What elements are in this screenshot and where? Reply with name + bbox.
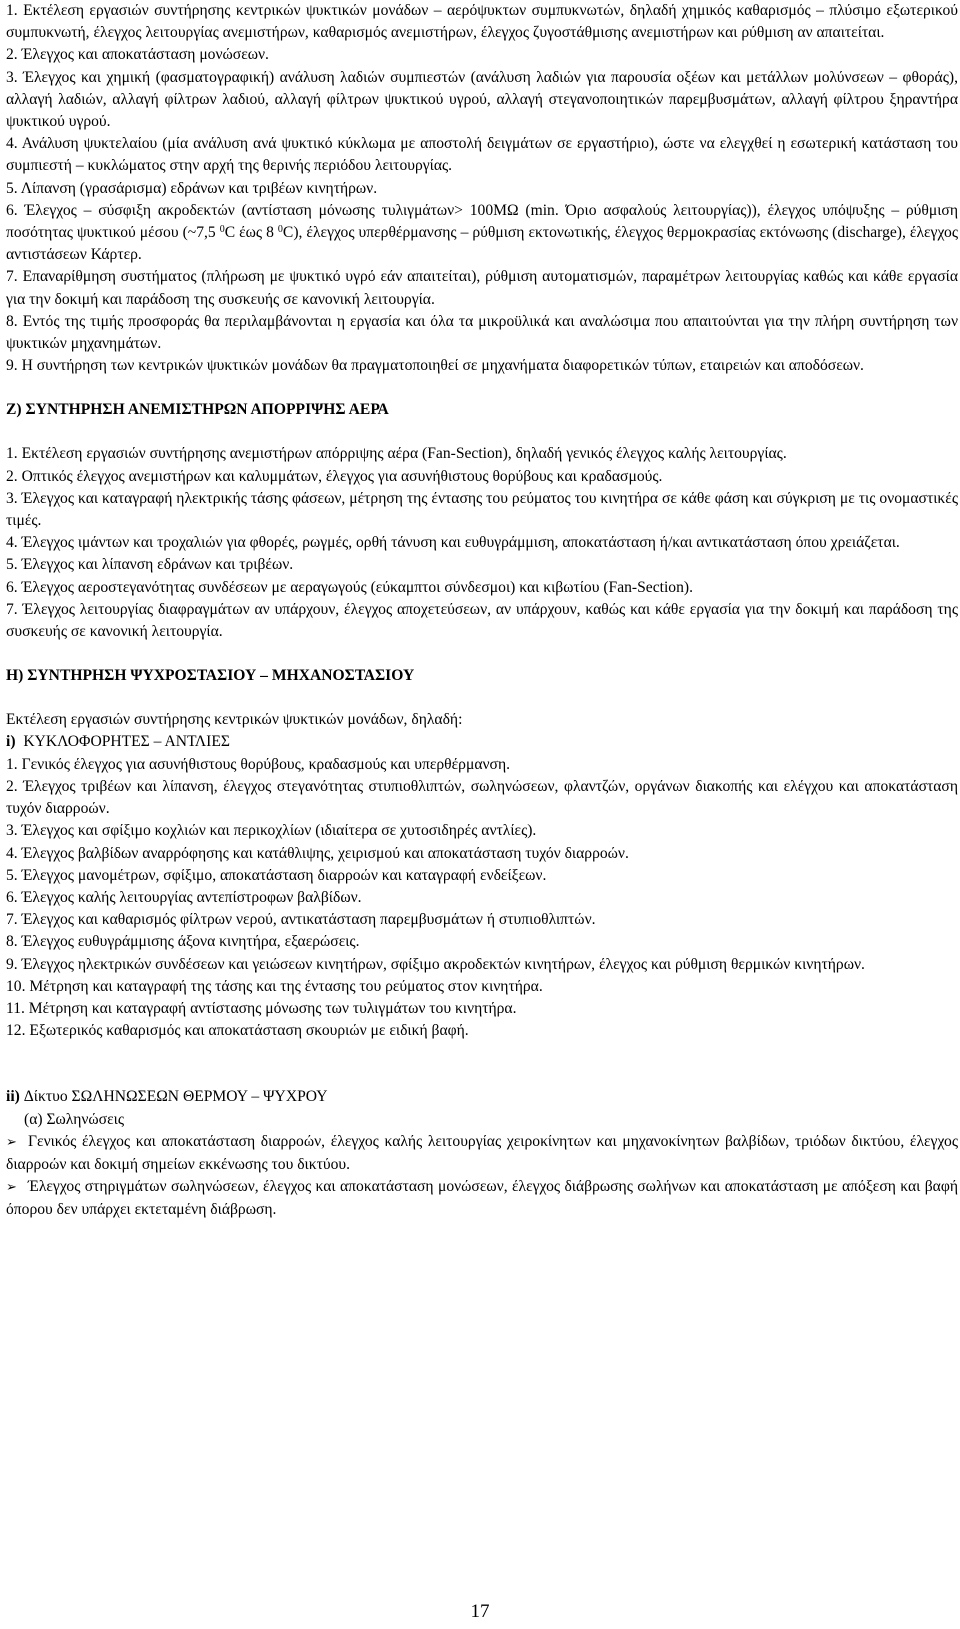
subsection-label: i)	[6, 733, 16, 751]
section-heading: Η) ΣΥΝΤΗΡΗΣΗ ΨΥΧΡΟΣΤΑΣΙΟΥ – ΜΗΧΑΝΟΣΤΑΣΙΟΥ	[6, 667, 415, 685]
arrow-bullet-icon: ➢	[6, 1134, 17, 1150]
list-item: 7. Έλεγχος και καθαρισμός φίλτρων νερού, αντικατάσταση παρεμβυσμάτων ή στυπιοθλιπτών.	[6, 911, 596, 929]
list-item: 9. Η συντήρηση των κεντρικών ψυκτικών μονάδων θα πραγματοποιηθεί σε μηχανήματα διαφορετικών τύπων, εταιρειών και αποδόσεων.	[6, 357, 864, 375]
subsection-heading	[6, 1086, 958, 1108]
list-item: 8. Έλεγχος ευθυγράμμισης άξονα κινητήρα, εξαερώσεις.	[6, 933, 360, 951]
list-item: 12. Εξωτερικός καθαρισμός και αποκατάσταση σκουριών με ειδική βαφή.	[6, 1022, 469, 1040]
bullet-text: Έλεγχος στηριγμάτων σωληνώσεων, έλεγχος και αποκατάσταση μονώσεων, έλεγχος διάβρωσης σωλήνων και αποκατάσταση με απόξεση και βαφή όπορου δεν υπάρχει εκτεταμένη διάβρωση.	[6, 1178, 958, 1219]
list-item: 6. Έλεγχος καλής λειτουργίας αντεπίστροφων βαλβίδων.	[6, 888, 362, 906]
page-number: 17	[470, 1601, 490, 1622]
list-item: 5. Λίπανση (γρασάρισμα) εδράνων και τριβέων κινητήρων.	[6, 179, 378, 197]
spacer	[6, 377, 958, 399]
degree-superscript: 0	[219, 224, 225, 236]
subsection-title: ΚΥΚΛΟΦΟΡΗΤΕΣ – ΑΝΤΛΙΕΣ	[23, 733, 230, 751]
bullet-item	[6, 1176, 958, 1221]
list-item: 10. Μέτρηση και καταγραφή της τάσης και της έντασης του ρεύματος στον κινητήρα.	[6, 977, 543, 995]
list-item: 1. Γενικός έλεγχος για ασυνήθιστους θορύβους, κραδασμούς και υπερθέρμανση.	[6, 755, 510, 773]
degree-superscript: 0	[277, 224, 283, 236]
document-page	[6, 0, 958, 1222]
subsection-heading	[6, 731, 958, 753]
list-item: 2. Οπτικός έλεγχος ανεμιστήρων και καλυμμάτων, έλεγχος για ασυνήθιστους θορύβους και κραδασμούς.	[6, 467, 663, 485]
list-item: 11. Μέτρηση και καταγραφή αντίστασης μόνωσης των τυλιγμάτων του κινητήρα.	[6, 999, 517, 1017]
item-6-part-b: C έως 8	[224, 224, 278, 242]
list-item: 7. Έλεγχος λειτουργίας διαφραγμάτων αν υπάρχουν, έλεγχος αποχετεύσεων, αν υπάρχουν, καθώς και κάθε εργασία για την δοκιμή και παράδοση της συσκευής σε κανονική λειτουργία.	[6, 600, 958, 641]
bullet-text: Γενικός έλεγχος και αποκατάσταση διαρροών, έλεγχος καλής λειτουργίας χειροκίνητων και μηχανοκίνητων βαλβίδων, τριόδων δικτύου, έλεγχος διαρροών και δοκιμή σημείων εκκένωσης του δικτύου.	[6, 1132, 958, 1173]
item-6-part-c: C), έλεγχος υπερθέρμανσης – ρύθμιση εκτονωτικής, έλεγχος θερμοκρασίας εκτόνωσης (discharge), έλεγχος αντιστάσεων Κάρτερ.	[6, 224, 958, 264]
item-6-part-a: 6. Έλεγχος – σύσφιξη ακροδεκτών (αντίσταση μόνωσης τυλιγμάτων> 100ΜΩ (min. Όριο ασφαλούς λειτουργίας)), έλεγχος υπόψυξης – ρύθμιση ποσότητας ψυκτικού μέσου (~7,5	[6, 201, 958, 242]
list-item: 4. Ανάλυση ψυκτελαίου (μία ανάλυση ανά ψυκτικό κύκλωμα με αποστολή δειγμάτων σε εργαστήριο), ώστε να ελεγχθεί η εσωτερική κατάσταση του συμπιεστή – κυκλώματος στην αρχή της θερινής περιόδου λειτουργίας.	[6, 135, 958, 175]
spacer	[6, 421, 958, 443]
list-item: 4. Έλεγχος ιμάντων και τροχαλιών για φθορές, ρωγμές, ορθή τάνυση και ευθυγράμμιση, αποκατάσταση ή/και αντικατάσταση όπου χρειάζεται.	[6, 534, 900, 552]
spacer	[6, 1042, 958, 1064]
list-item: 5. Έλεγχος και λίπανση εδράνων και τριβέων.	[6, 556, 294, 574]
spacer	[6, 1064, 958, 1086]
list-item: 9. Έλεγχος ηλεκτρικών συνδέσεων και γειώσεων κινητήρων, σφίξιμο ακροδεκτών κινητήρων, έλεγχος και ρύθμιση θερμικών κινητήρων.	[6, 955, 865, 973]
list-item: 4. Έλεγχος βαλβίδων αναρρόφησης και κατάθλιψης, χειρισμού και αποκατάσταση τυχόν διαρροών.	[6, 844, 629, 862]
spacer	[6, 687, 958, 709]
list-item: 1. Εκτέλεση εργασιών συντήρησης ανεμιστήρων απόρριψης αέρα (Fan-Section), δηλαδή γενικός έλεγχος καλής λειτουργίας.	[6, 445, 787, 463]
list-item	[6, 200, 958, 267]
list-item: 3. Έλεγχος και καταγραφή ηλεκτρικής τάσης φάσεων, μέτρηση της έντασης του ρεύματος του κινητήρα σε κάθε φάση και σύγκριση με τις ονομαστικές τιμές.	[6, 489, 958, 530]
list-item: 6. Έλεγχος αεροστεγανότητας συνδέσεων με αεραγωγούς (εύκαμπτοι σύνδεσμοι) και κιβωτίου (Fan-Section).	[6, 578, 693, 596]
subsection-label: ii)	[6, 1088, 20, 1106]
list-item: 5. Έλεγχος μανομέτρων, σφίξιμο, αποκατάσταση διαρροών και καταγραφή ενδείξεων.	[6, 866, 547, 884]
list-item: 3. Έλεγχος και χημική (φασματογραφική) ανάλυση λαδιών συμπιεστών (ανάλυση λαδιών για παρουσία οξέων και μετάλλων μολύνσεων – φθοράς), αλλαγή λαδιών, αλλαγή φίλτρων λαδιού, αλλαγή φίλτρων ψυκτικού υγρού, αλλαγή στεγανοποιητικών παρεμβυσμάτων, αλλαγή φίλτρου ξηραντήρα ψυκτικού υγρού.	[6, 68, 958, 131]
intro-text: Εκτέλεση εργασιών συντήρησης κεντρικών ψυκτικών μονάδων, δηλαδή:	[6, 711, 463, 729]
section-heading: Ζ) ΣΥΝΤΗΡΗΣΗ ΑΝΕΜΙΣΤΗΡΩΝ ΑΠΟΡΡΙΨΗΣ ΑΕΡΑ	[6, 401, 389, 419]
bullet-item	[6, 1131, 958, 1176]
list-item: 3. Έλεγχος και σφίξιμο κοχλιών και περικοχλίων (ιδιαίτερα σε χυτοσιδηρές αντλίες).	[6, 822, 537, 840]
subsection-title: Δίκτυο ΣΩΛΗΝΩΣΕΩΝ ΘΕΡΜΟΥ – ΨΥΧΡΟΥ	[23, 1088, 328, 1106]
spacer	[6, 643, 958, 665]
list-item: 1. Εκτέλεση εργασιών συντήρησης κεντρικών ψυκτικών μονάδων – αερόψυκτων συμπυκνωτών, δηλαδή χημικός καθαρισμός – πλύσιμο εξωτερικού συμπυκνωτή, έλεγχος λειτουργίας ανεμιστήρων, καθαρισμός ανεμιστήρων, έλεγχος ζυγοστάθμισης ανεμιστήρων και ρύθμιση αν απαιτείται.	[6, 2, 958, 42]
sub-subsection-heading: (α) Σωληνώσεις	[24, 1110, 125, 1128]
list-item: 2. Έλεγχος τριβέων και λίπανση, έλεγχος στεγανότητας στυπιοθλιπτών, σωληνώσεων, φλαντζών, οργάνων διακοπής και ελέγχου και αποκατάσταση τυχόν διαρροών.	[6, 777, 958, 818]
list-item: 8. Εντός της τιμής προσφοράς θα περιλαμβάνονται η εργασία και όλα τα μικροϋλικά και αναλώσιμα που απαιτούνται για την πλήρη συντήρηση των ψυκτικών μηχανημάτων.	[6, 312, 958, 353]
arrow-bullet-icon: ➢	[6, 1180, 17, 1196]
list-item: 7. Επαναρίθμηση συστήματος (πλήρωση με ψυκτικό υγρό εάν απαιτείται), ρύθμιση αυτοματισμών, παραμέτρων λειτουργίας καθώς και κάθε εργασία για την δοκιμή και παράδοση της συσκευής σε κανονική λειτουργία.	[6, 268, 958, 308]
list-item: 2. Έλεγχος και αποκατάσταση μονώσεων.	[6, 46, 269, 64]
